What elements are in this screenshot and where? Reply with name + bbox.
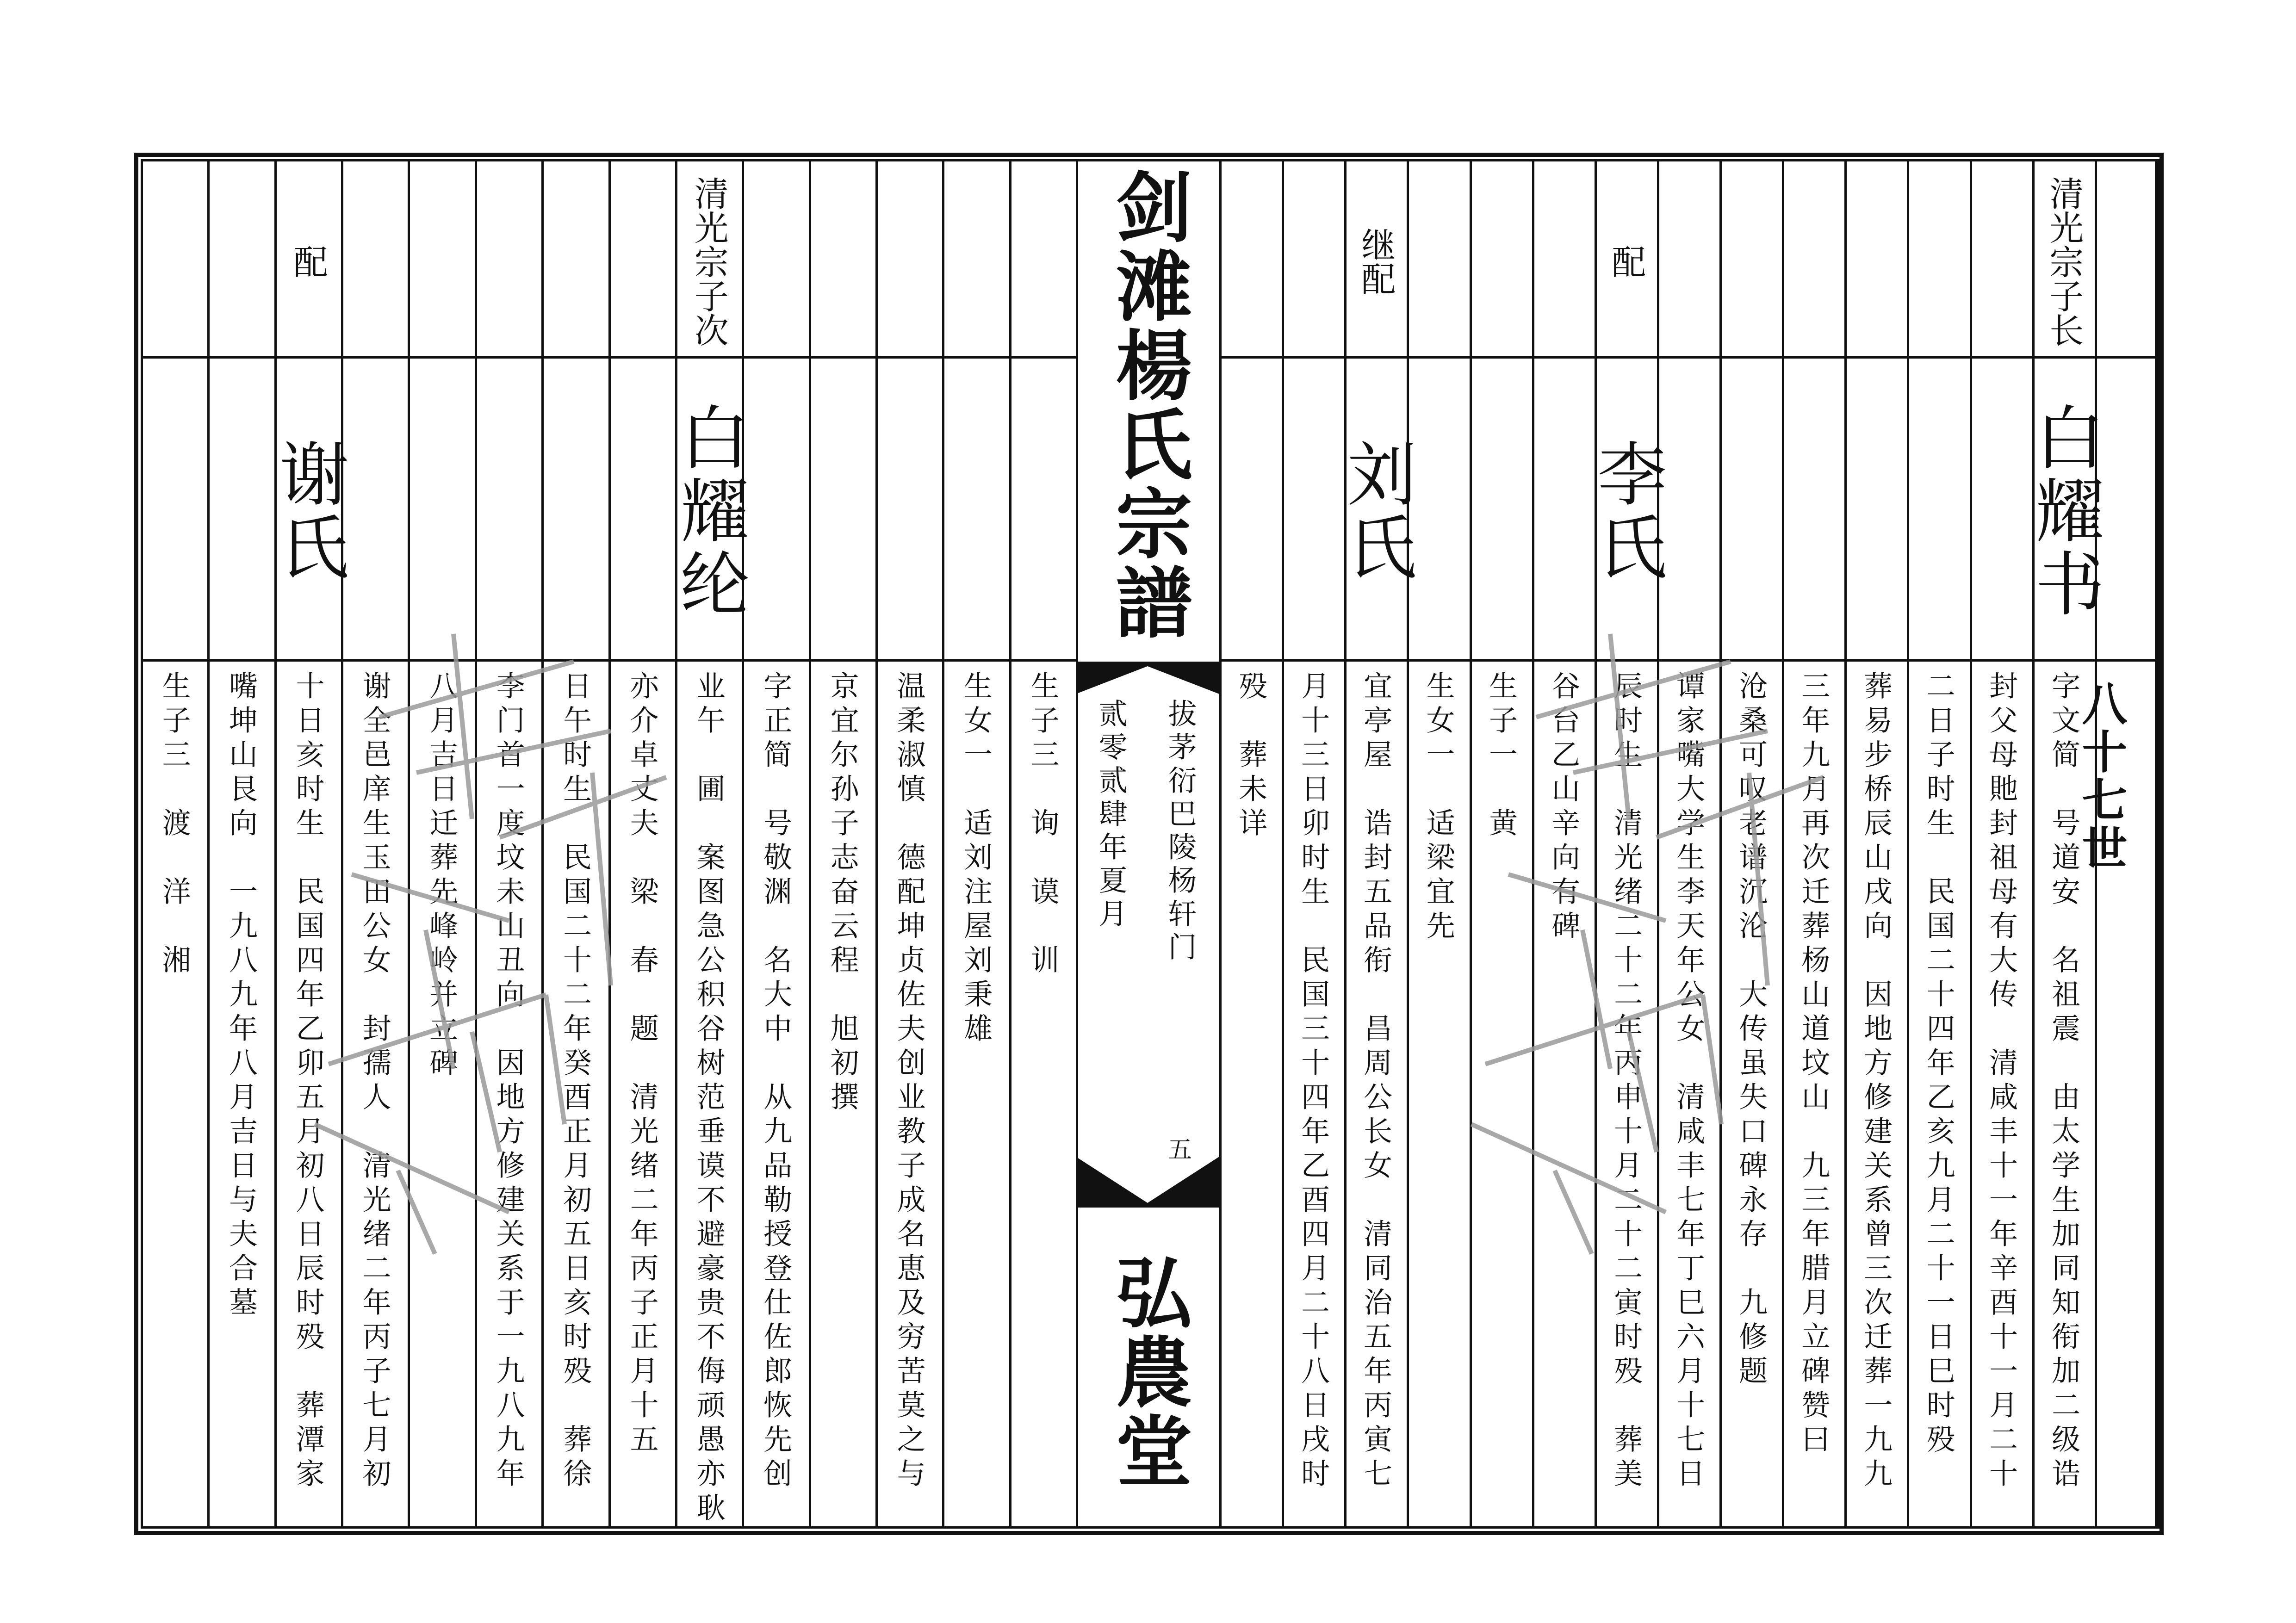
biography-text: 嘴坤山艮向 一九八九年八月吉日与夫合墓 xyxy=(224,671,258,1321)
biography-text: 沧桑可叹老谱沉沦 大传虽失口碑永存 九修题 xyxy=(1734,671,1768,1390)
biography-column xyxy=(475,671,541,1522)
book-title-text: 剑滩楊氏宗譜 xyxy=(1103,167,1192,642)
biography-text: 温柔淑慎 德配坤贞佐夫创业教子成名恵及穷苦莫之与 xyxy=(892,671,926,1493)
column-role xyxy=(1595,167,1657,356)
biography-column xyxy=(1470,671,1532,1522)
biography-text: 业午 圃 案图急公积谷树范垂谟不避豪贵不侮顽愚亦耿 xyxy=(692,671,726,1527)
biography-column xyxy=(1532,671,1595,1522)
biography-text: 生女一 适梁宜先 xyxy=(1421,671,1456,945)
biography-column xyxy=(1219,671,1282,1522)
biography-column xyxy=(1970,671,2032,1522)
column-role-text: 清光宗子长 xyxy=(2044,176,2084,347)
biography-column xyxy=(541,671,608,1522)
column-role-text: 配 xyxy=(288,244,328,279)
biography-text: 三年九月再次迁葬杨山道坟山 九三年腊月立碑赞曰 xyxy=(1796,671,1831,1458)
biography-column xyxy=(1719,671,1782,1522)
biography-column xyxy=(742,671,809,1522)
hall-name xyxy=(1076,1212,1219,1531)
biography-text: 李门首一度坟未山丑向 因地方修建关系于一九八九年 xyxy=(491,671,526,1493)
biography-column xyxy=(875,671,942,1522)
publication-date-text: 贰零贰肆年夏月 xyxy=(1094,699,1128,932)
biography-text: 亦介卓丈夫 梁 春 题 清光绪二年丙子正月十五 xyxy=(625,671,659,1458)
person-name xyxy=(2023,363,2104,659)
person-name-text: 刘氏 xyxy=(1335,438,1416,584)
page-number: 五 xyxy=(1167,1136,1192,1164)
publication-compiler-text: 拔茅衍巴陵杨轩门 xyxy=(1163,699,1198,965)
biography-text: 京宜尔孙子志奋云程 旭初撰 xyxy=(825,671,860,1116)
ribbon-top-icon xyxy=(1076,662,1219,694)
biography-column xyxy=(608,671,675,1522)
column-role-text: 清光宗子次 xyxy=(689,176,729,347)
biography-text: 殁 葬未详 xyxy=(1234,671,1268,842)
column-role xyxy=(2032,167,2095,356)
biography-text: 字文简 号道安 名祖震 由太学生加同知衔加二级诰 xyxy=(2047,671,2081,1493)
person-name xyxy=(668,363,749,659)
biography-text: 十日亥时生 民国四年乙卯五月初八日辰时殁 葬潭家 xyxy=(291,671,325,1493)
column-line xyxy=(2157,159,2159,1529)
publication-compiler xyxy=(1145,699,1215,1161)
generation-label-text: 八十七世 xyxy=(2074,680,2127,873)
biography-column xyxy=(1595,671,1657,1522)
biography-text: 字正简 号敬渊 名大中 从九品勒授登仕佐郎恢先创 xyxy=(758,671,793,1493)
biography-text: 谷台乙山辛向有碑 xyxy=(1546,671,1581,945)
column-role-text: 配 xyxy=(1606,244,1646,279)
column-role xyxy=(675,167,742,356)
biography-column xyxy=(942,671,1009,1522)
person-name xyxy=(267,363,348,659)
biography-column xyxy=(809,671,875,1522)
column-role-text: 继配 xyxy=(1356,227,1396,296)
person-name-text: 谢氏 xyxy=(267,438,348,584)
biography-column xyxy=(1907,671,1970,1522)
biography-text: 谢全邑庠生玉田公女 封孺人 清光绪二年丙子七月初 xyxy=(358,671,392,1493)
biography-column xyxy=(341,671,408,1522)
publication-date xyxy=(1076,699,1145,1161)
biography-text: 生子一 黄 xyxy=(1484,671,1518,842)
row-divider-upper-right xyxy=(1219,356,2157,359)
biography-column xyxy=(1344,671,1407,1522)
person-name-text: 李氏 xyxy=(1585,438,1666,584)
column-role xyxy=(1344,167,1407,356)
person-name xyxy=(1585,363,1666,659)
person-name xyxy=(1335,363,1416,659)
biography-text: 辰时生 清光绪二十二年丙申十月二十二寅时殁 葬美 xyxy=(1609,671,1643,1493)
biography-column xyxy=(207,671,274,1522)
biography-column xyxy=(675,671,742,1527)
biography-column xyxy=(408,671,475,1522)
biography-column xyxy=(1657,671,1719,1522)
generation-label xyxy=(2045,680,2156,958)
biography-text: 日午时生 民国二十二年癸酉正月初五日亥时殁 葬徐 xyxy=(558,671,592,1493)
biography-column xyxy=(274,671,341,1522)
book-title xyxy=(1076,162,1219,648)
person-name-text: 白耀纶 xyxy=(668,402,749,621)
biography-text: 月十三日卯时生 民国三十四年乙酉四月二十八日戌时 xyxy=(1296,671,1330,1493)
biography-column xyxy=(1782,671,1844,1522)
biography-column xyxy=(1009,671,1076,1522)
column-role xyxy=(274,167,341,356)
biography-column xyxy=(141,671,207,1522)
biography-text: 生子三 询 谟 训 xyxy=(1026,671,1060,979)
biography-text: 生子三 渡 洋 湘 xyxy=(157,671,192,979)
row-divider-lower-right xyxy=(1219,659,2157,662)
biography-text: 谭家嘴大学生李天年公女 清咸丰七年丁巳六月十七日 xyxy=(1671,671,1706,1493)
biography-column xyxy=(1844,671,1907,1522)
biography-text: 二日子时生 民国二十四年乙亥九月二十一日巳时殁 xyxy=(1922,671,1956,1458)
biography-text: 八月吉日迁葬先峰岭并立碑 xyxy=(424,671,459,1082)
biography-text: 生女一 适刘注屋刘秉雄 xyxy=(959,671,993,1047)
biography-text: 封父母貤封祖母有大传 清咸丰十一年辛酉十一月二十 xyxy=(1984,671,2018,1493)
person-name-text: 白耀书 xyxy=(2023,402,2104,621)
biography-text: 葬易步桥辰山戌向 因地方修建关系曾三次迁葬一九九 xyxy=(1859,671,1893,1493)
biography-column xyxy=(1282,671,1344,1522)
hall-name-text: 弘農堂 xyxy=(1103,1253,1192,1491)
biography-text: 宜亭屋 诰封五品衔 昌周公长女 清同治五年丙寅七 xyxy=(1359,671,1393,1493)
biography-column xyxy=(1407,671,1470,1522)
